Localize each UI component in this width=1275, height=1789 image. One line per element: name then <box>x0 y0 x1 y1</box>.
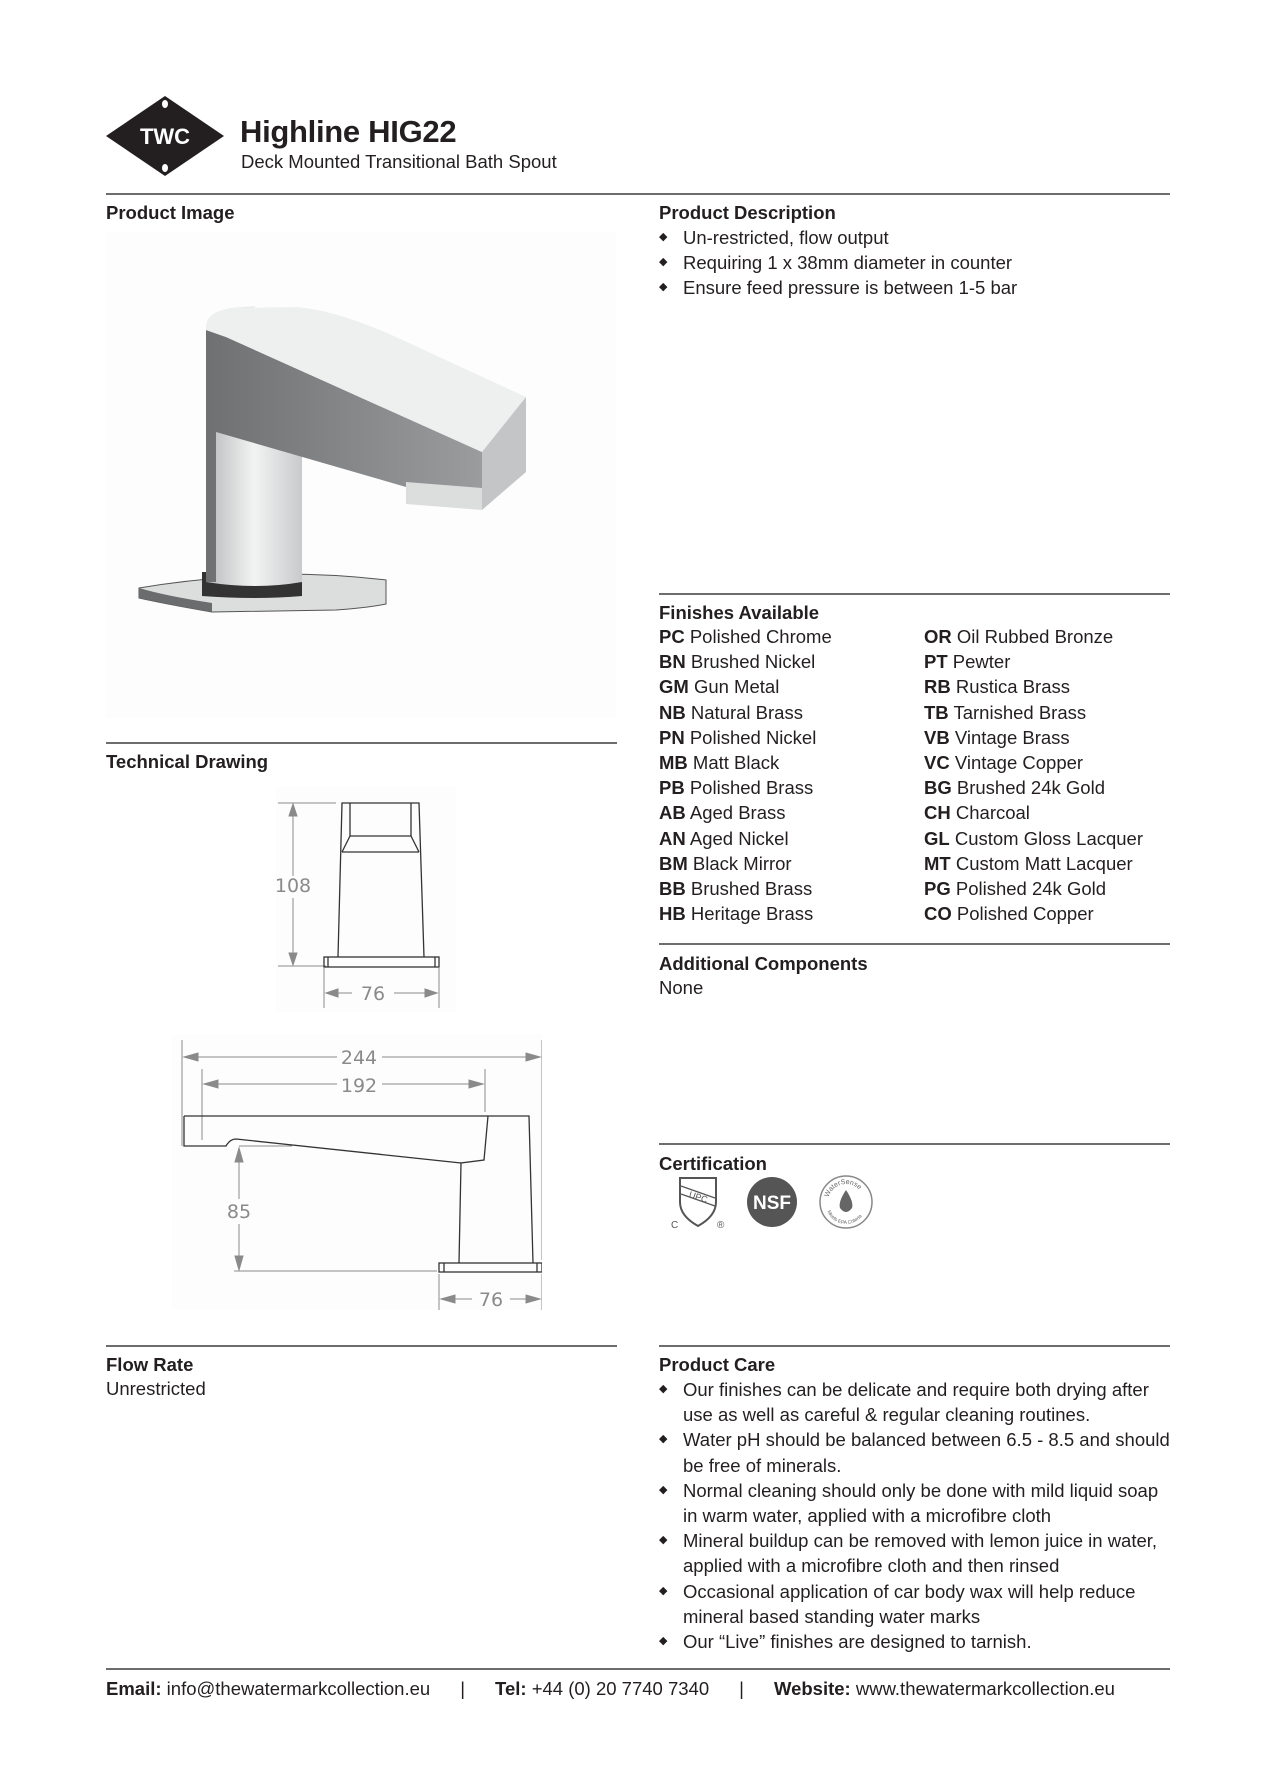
finishes-list-right <box>924 624 1184 926</box>
finish-name: Polished 24k Gold <box>955 878 1107 900</box>
finish-name: Gun Metal <box>693 676 780 698</box>
dim-height-108: 108 <box>276 875 312 897</box>
finish-code: BB <box>659 878 686 900</box>
finishes-heading: Finishes Available <box>659 602 820 623</box>
twc-logo-icon <box>106 96 224 176</box>
flow-rate-heading: Flow Rate <box>106 1354 194 1375</box>
finish-item-mt <box>924 851 1184 876</box>
svg-text:NSF: NSF <box>753 1193 791 1214</box>
finish-code: BG <box>924 777 952 799</box>
svg-text:UPC: UPC <box>687 1189 709 1205</box>
care-item: ◆ Water pH should be balanced between 6.5 - 8.5 and should be free of minerals. <box>659 1427 1174 1477</box>
finish-code: PG <box>924 878 951 900</box>
nsf-badge <box>746 1176 798 1228</box>
product-description-list <box>659 225 1159 301</box>
email-link[interactable]: info@thewatermarkcollection.eu <box>166 1678 431 1699</box>
finish-item-bn <box>659 649 919 674</box>
finish-item-an <box>659 826 919 851</box>
website-link[interactable]: www.thewatermarkcollection.eu <box>855 1678 1115 1699</box>
finish-code: PT <box>924 651 948 673</box>
description-item: ◆ Requiring 1 x 38mm diameter in counter <box>659 250 1159 275</box>
finish-code: GL <box>924 827 950 849</box>
finish-item-or <box>924 624 1184 649</box>
divider-left-2 <box>106 1345 617 1347</box>
product-image-heading: Product Image <box>106 202 235 223</box>
finish-name: Polished Brass <box>689 777 814 799</box>
finish-code: MB <box>659 752 688 774</box>
technical-drawing-side <box>172 1034 542 1310</box>
watersense-certification-icon <box>818 1174 874 1230</box>
finish-code: PB <box>659 777 685 799</box>
finish-name: Matt Black <box>692 752 780 774</box>
finish-code: MT <box>924 852 951 874</box>
finish-item-nb <box>659 700 919 725</box>
footer-separator: | <box>460 1678 466 1699</box>
finish-name: Vintage Copper <box>954 752 1084 774</box>
finish-name: Brushed 24k Gold <box>956 777 1105 799</box>
logo-text: TWC <box>139 124 191 149</box>
finish-item-hb <box>659 901 919 926</box>
finish-code: NB <box>659 701 686 723</box>
dim-overall-244: 244 <box>340 1047 378 1069</box>
finish-item-pc <box>659 624 919 649</box>
finish-item-pb <box>659 775 919 800</box>
finish-name: Polished Nickel <box>689 726 817 748</box>
finish-name: Black Mirror <box>692 852 792 874</box>
finish-item-gm <box>659 674 919 699</box>
flow-rate-value: Unrestricted <box>106 1378 206 1399</box>
svg-text:Meets EPA Criteria: Meets EPA Criteria <box>825 1209 864 1227</box>
footer-divider <box>106 1668 1170 1670</box>
finish-item-tb <box>924 700 1184 725</box>
care-item: ◆ Normal cleaning should only be done with mild liquid soap in warm water, applied with a microfibre cloth <box>659 1478 1174 1528</box>
divider-left-1 <box>106 742 617 744</box>
finish-item-gl <box>924 826 1184 851</box>
website-label: Website: <box>773 1678 851 1699</box>
finish-name: Brushed Brass <box>690 878 813 900</box>
svg-text:WaterSense: WaterSense <box>823 1178 863 1199</box>
finish-name: Custom Gloss Lacquer <box>954 827 1144 849</box>
finish-name: Aged Nickel <box>689 827 789 849</box>
finish-code: PN <box>659 726 685 748</box>
care-item: ◆ Occasional application of car body wax will help reduce mineral based standing water marks <box>659 1579 1174 1629</box>
finish-code: CO <box>924 903 952 925</box>
finish-code: AB <box>659 802 686 824</box>
finish-name: Brushed Nickel <box>690 651 816 673</box>
watersense-badge <box>818 1174 874 1230</box>
finish-name: Polished Copper <box>956 903 1094 925</box>
divider-right-4 <box>659 1345 1170 1347</box>
technical-drawing-front <box>276 786 456 1012</box>
page-title: Highline HIG22 <box>240 114 457 149</box>
upc-badge <box>668 1174 728 1230</box>
footer <box>106 1678 1170 1700</box>
finish-code: TB <box>924 701 949 723</box>
header-divider <box>106 193 1170 195</box>
finish-name: Polished Chrome <box>689 626 832 647</box>
svg-text:®: ® <box>717 1220 725 1230</box>
finish-item-bg <box>924 775 1184 800</box>
finish-name: Tarnished Brass <box>953 701 1087 723</box>
tel-label: Tel: <box>495 1678 527 1699</box>
product-image <box>106 232 616 718</box>
finish-item-vc <box>924 750 1184 775</box>
finish-item-bb <box>659 876 919 901</box>
faucet-spout-illustration <box>106 232 616 718</box>
finish-code: AN <box>659 827 686 849</box>
finish-name: Vintage Brass <box>954 726 1070 748</box>
finish-code: OR <box>924 626 952 647</box>
email-label: Email: <box>106 1678 162 1699</box>
finish-item-ch <box>924 800 1184 825</box>
product-care-heading: Product Care <box>659 1354 776 1375</box>
dim-base-76-side: 76 <box>478 1289 504 1310</box>
care-item: ◆ Our “Live” finishes are designed to tarnish. <box>659 1629 1174 1654</box>
finish-code: BN <box>659 651 686 673</box>
dim-reach-192: 192 <box>340 1075 378 1097</box>
finish-item-ab <box>659 800 919 825</box>
certification-heading: Certification <box>659 1153 767 1174</box>
care-item: ◆ Mineral buildup can be removed with lemon juice in water, applied with a microfibre cloth and then rinsed <box>659 1528 1174 1578</box>
finish-name: Aged Brass <box>689 802 786 824</box>
page-subtitle: Deck Mounted Transitional Bath Spout <box>241 151 557 172</box>
finish-name: Custom Matt Lacquer <box>955 852 1133 874</box>
divider-right-3 <box>659 1143 1170 1145</box>
nsf-certification-icon <box>746 1176 798 1228</box>
finish-item-pg <box>924 876 1184 901</box>
finish-item-bm <box>659 851 919 876</box>
description-item: ◆ Ensure feed pressure is between 1-5 bar <box>659 275 1159 300</box>
finish-item-co <box>924 901 1184 926</box>
finish-code: HB <box>659 903 686 925</box>
finish-code: VC <box>924 752 950 774</box>
technical-drawing-heading: Technical Drawing <box>106 751 269 772</box>
finish-code: VB <box>924 726 950 748</box>
dim-height-85: 85 <box>226 1201 252 1223</box>
finish-code: CH <box>924 802 951 824</box>
finish-name: Natural Brass <box>690 701 803 723</box>
logo <box>106 96 224 176</box>
product-description-heading: Product Description <box>659 202 836 223</box>
care-item: ◆ Our finishes can be delicate and require both drying after use as well as careful & regular cleaning routines. <box>659 1377 1174 1427</box>
finish-code: RB <box>924 676 951 698</box>
dim-base-76-front: 76 <box>360 983 386 1005</box>
divider-right-2 <box>659 943 1170 945</box>
additional-components-value: None <box>659 977 704 998</box>
finish-code: BM <box>659 852 688 874</box>
additional-components-heading: Additional Components <box>659 953 868 974</box>
finish-name: Charcoal <box>955 802 1030 824</box>
footer-separator: | <box>739 1678 744 1699</box>
finish-name: Oil Rubbed Bronze <box>956 626 1114 647</box>
finishes-list-left <box>659 624 919 926</box>
description-item: ◆ Un-restricted, flow output <box>659 225 1159 250</box>
divider-right-1 <box>659 593 1170 595</box>
finish-name: Pewter <box>952 651 1011 673</box>
finish-item-rb <box>924 674 1184 699</box>
svg-text:C: C <box>671 1220 679 1230</box>
finish-code: GM <box>659 676 689 698</box>
upc-certification-icon <box>668 1174 728 1230</box>
finish-code: PC <box>659 626 685 647</box>
tel-link[interactable]: +44 (0) 20 7740 7340 <box>531 1678 710 1699</box>
product-care-list <box>659 1377 1174 1654</box>
finish-item-mb <box>659 750 919 775</box>
finish-item-pt <box>924 649 1184 674</box>
finish-name: Rustica Brass <box>955 676 1070 698</box>
finish-name: Heritage Brass <box>690 903 814 925</box>
finish-item-pn <box>659 725 919 750</box>
finish-item-vb <box>924 725 1184 750</box>
